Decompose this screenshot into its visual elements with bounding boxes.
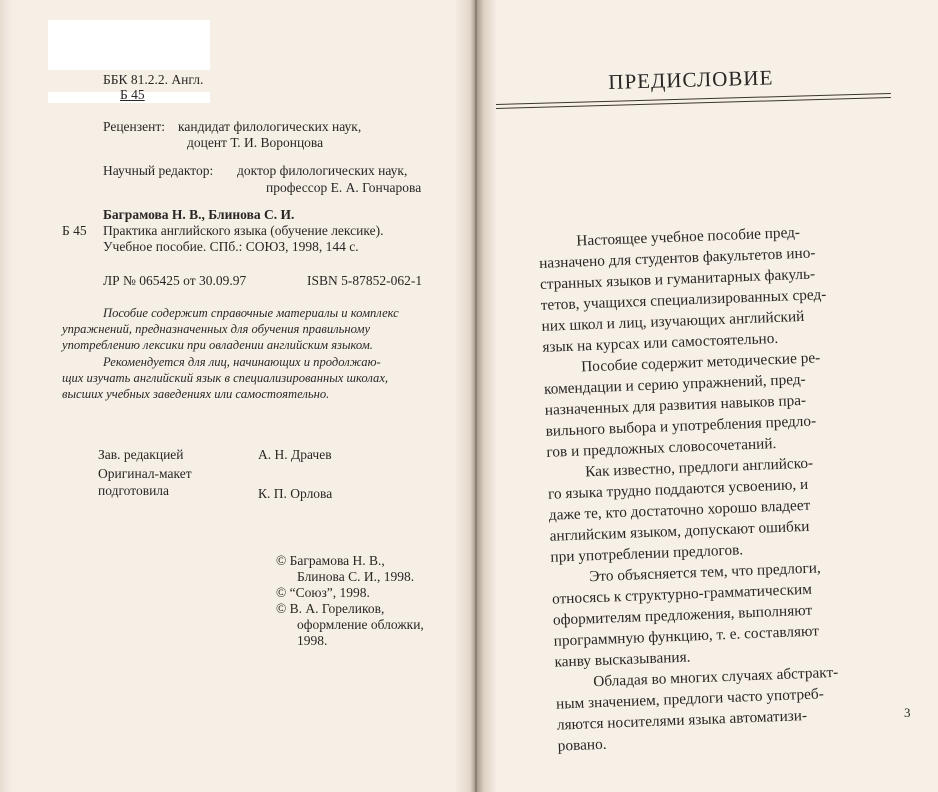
body-line-15: английским языком, допускают ошибки — [549, 517, 810, 545]
staff-layout-label-1: Оригинал-макет — [98, 466, 192, 481]
body-line-22: Обладая во многих случаях абстракт- — [592, 663, 839, 691]
page-edge-shadow — [0, 0, 12, 792]
body-line-6: язык на курсах или самостоятельно. — [542, 329, 779, 356]
book-title-line-1: Практика английского языка (обучение лексике). — [103, 223, 384, 238]
isbn: ISBN 5-87852-062-1 — [307, 273, 423, 288]
body-line-5: них школ и лиц, изучающих английский — [541, 307, 805, 335]
body-line-13: го языка трудно поддаются усвоению, и — [547, 475, 809, 503]
page-heading: ПРЕДИСЛОВИЕ — [608, 65, 774, 94]
editor-line-2: профессор Е. А. Гончарова — [266, 180, 422, 195]
body-line-4: тетов, учащихся специализированных сред- — [540, 285, 827, 314]
copyright-line-6: 1998. — [297, 633, 328, 648]
copyright-line-5: оформление обложки, — [297, 617, 424, 632]
preface-text-block — [538, 217, 918, 755]
body-line-23: ным значением, предлоги часто употреб- — [555, 685, 825, 713]
authors-line: Баграмова Н. В., Блинова С. И. — [103, 207, 295, 222]
editor-line-1: доктор филологических наук, — [237, 163, 408, 178]
license-number: ЛР № 065425 от 30.09.97 — [103, 273, 247, 288]
redaction-box-top — [48, 20, 210, 70]
book-title-line-2: Учебное пособие. СПб.: СОЮЗ, 1998, 144 с. — [103, 239, 359, 254]
annotation-line-2: упражнений, предназначенных для обучения правильному — [62, 322, 371, 336]
body-line-8: комендации и серию упражнений, пред- — [543, 370, 806, 398]
staff-layout-label-2: подготовила — [98, 483, 170, 498]
body-line-1: Настоящее учебное пособие пред- — [576, 223, 801, 250]
annotation-line-1: Пособие содержит справочные материалы и комплекс — [103, 306, 399, 320]
reviewer-line-2: доцент Т. И. Воронцова — [187, 135, 324, 150]
body-line-17: Это объясняется тем, что предлоги, — [588, 559, 822, 586]
copyright-line-2: Блинова С. И., 1998. — [297, 569, 415, 584]
body-line-25: ровано. — [557, 735, 607, 755]
annotation-line-4: Рекомендуется для лиц, начинающих и продолжаю- — [103, 355, 381, 369]
body-line-3: странных языков и гуманитарных факуль- — [539, 265, 816, 293]
body-line-19: оформителям предложения, выполняют — [552, 601, 813, 629]
bbk-code: Б 45 — [120, 87, 145, 102]
body-line-7: Пособие содержит методические ре- — [580, 349, 821, 376]
body-line-21: канву высказывания. — [554, 648, 691, 671]
body-line-12: Как известно, предлоги английско- — [584, 454, 814, 481]
body-line-18: относясь к структурно-грамматическим — [551, 580, 813, 608]
body-line-16: при употреблении предлогов. — [550, 541, 744, 566]
staff-head-label: Зав. редакцией — [98, 447, 184, 462]
annotation-line-5: щих изучать английский язык в специализированных школах, — [62, 371, 389, 385]
catalog-index: Б 45 — [62, 223, 87, 238]
copyright-line-4: © В. А. Гореликов, — [276, 601, 385, 616]
annotation-line-3: употреблению лексики при овладении английским языком. — [62, 338, 373, 352]
bbk-classification: ББК 81.2.2. Англ. — [103, 72, 204, 87]
copyright-line-1: © Баграмова Н. В., — [276, 553, 385, 568]
body-line-9: назначенных для развития навыков пра- — [544, 391, 807, 419]
page-number: 3 — [904, 705, 911, 720]
body-line-14: даже те, кто достаточно хорошо владеет — [548, 496, 811, 524]
right-page — [476, 0, 938, 792]
reviewer-label: Рецензент: — [103, 119, 165, 134]
staff-head-name: А. Н. Драчев — [258, 447, 332, 462]
editor-label: Научный редактор: — [103, 163, 214, 178]
body-line-10: вильного выбора и употребления предло- — [545, 412, 817, 440]
reviewer-line-1: кандидат филологических наук, — [178, 119, 362, 134]
annotation-line-6: высших учебных заведениях или самостоятельно. — [62, 387, 330, 401]
staff-layout-name: К. П. Орлова — [258, 486, 333, 501]
book-spine-gutter — [456, 0, 496, 792]
copyright-line-3: © “Союз”, 1998. — [276, 585, 370, 600]
body-line-2: назначено для студентов факультетов ино- — [538, 244, 816, 272]
body-line-20: программную функцию, т. е. составляют — [553, 622, 820, 650]
body-line-24: ляются носителями языка автоматизи- — [556, 707, 808, 734]
body-line-11: гов и предложных словосочетаний. — [546, 435, 777, 461]
